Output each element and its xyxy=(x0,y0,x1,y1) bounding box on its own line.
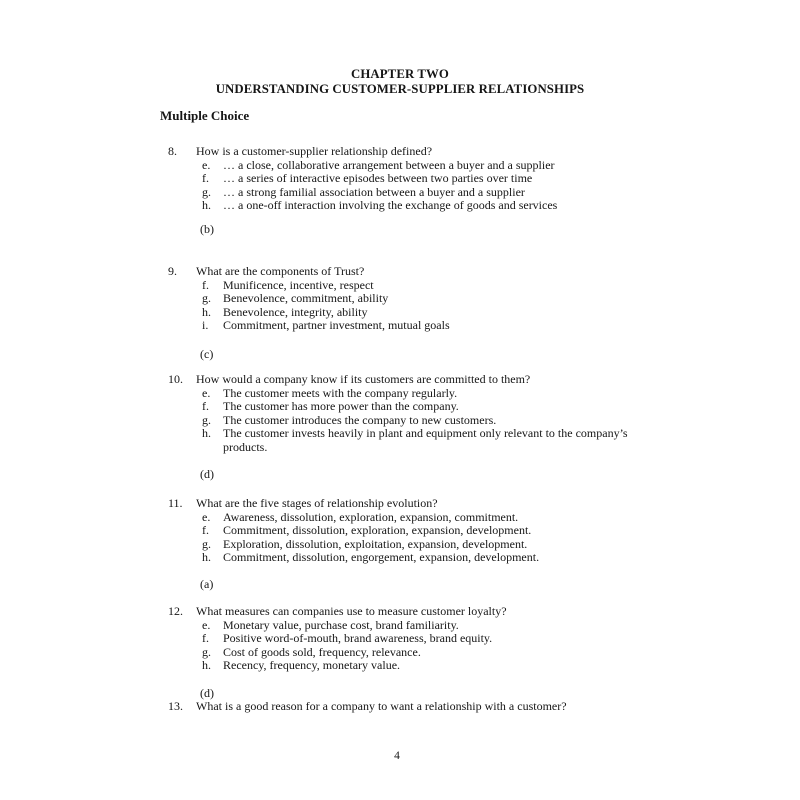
option-text: The customer invests heavily in plant and equipment only relevant to the company’s products. xyxy=(223,426,628,454)
question-block-12 xyxy=(168,605,660,673)
option-row xyxy=(202,551,660,565)
option-row xyxy=(202,292,660,306)
answer-key: (b) xyxy=(200,222,214,236)
option-row xyxy=(202,400,660,414)
chapter-heading xyxy=(0,67,800,97)
option-letter: f. xyxy=(202,277,209,292)
option-text: Commitment, dissolution, engorgement, expansion, development. xyxy=(223,550,540,565)
answer-key: (d) xyxy=(200,467,214,481)
option-letter: i. xyxy=(202,318,209,333)
option-row xyxy=(202,279,660,293)
option-text: Exploration, dissolution, exploitation, expansion, development. xyxy=(223,536,528,551)
option-row xyxy=(202,319,660,333)
chapter-title: CHAPTER TWO xyxy=(351,67,449,81)
option-letter: h. xyxy=(202,550,211,565)
page-number: 4 xyxy=(394,750,400,762)
question-number: 9. xyxy=(168,264,177,278)
question-number: 8. xyxy=(168,144,177,158)
option-text: … a series of interactive episodes between two parties over time xyxy=(223,171,533,186)
option-text: Positive word-of-mouth, brand awareness, brand equity. xyxy=(223,631,493,646)
option-row xyxy=(202,524,660,538)
option-letter: h. xyxy=(202,198,211,213)
option-letter: h. xyxy=(202,304,211,319)
answer-key: (a) xyxy=(200,577,214,591)
option-row xyxy=(202,172,660,186)
option-letter: h. xyxy=(202,426,211,441)
option-text: Recency, frequency, monetary value. xyxy=(223,658,401,673)
option-letter: e. xyxy=(202,617,211,632)
option-row xyxy=(202,632,660,646)
answer-key: (c) xyxy=(200,347,214,361)
chapter-subtitle: UNDERSTANDING CUSTOMER-SUPPLIER RELATIONSHIPS xyxy=(215,82,585,96)
option-row xyxy=(202,659,660,673)
option-text: … a close, collaborative arrangement between a buyer and a supplier xyxy=(223,157,555,172)
option-letter: f. xyxy=(202,523,209,538)
question-text: How is a customer-supplier relationship defined? xyxy=(196,144,433,158)
option-text: Monetary value, purchase cost, brand familiarity. xyxy=(223,617,459,632)
option-text: Commitment, dissolution, exploration, expansion, development. xyxy=(223,523,532,538)
option-letter: g. xyxy=(202,184,211,199)
option-letter: e. xyxy=(202,157,211,172)
option-text: Munificence, incentive, respect xyxy=(223,277,374,292)
question-text: How would a company know if its customers are committed to them? xyxy=(196,372,531,386)
section-heading: Multiple Choice xyxy=(160,108,250,123)
question-number: 12. xyxy=(168,604,183,618)
option-letter: e. xyxy=(202,509,211,524)
question-text: What is a good reason for a company to want a relationship with a customer? xyxy=(196,699,567,713)
option-text: The customer has more power than the company. xyxy=(223,399,459,414)
option-text: Benevolence, commitment, ability xyxy=(223,291,389,306)
option-row xyxy=(202,538,660,552)
question-block-8 xyxy=(168,145,660,213)
option-letter: g. xyxy=(202,644,211,659)
question-block-9 xyxy=(168,265,660,333)
question-number: 13. xyxy=(168,699,183,713)
option-letter: f. xyxy=(202,171,209,186)
answer-key: (d) xyxy=(200,686,214,700)
option-text: Benevolence, integrity, ability xyxy=(223,304,368,319)
question-block-11 xyxy=(168,497,660,565)
option-row xyxy=(202,387,660,401)
option-letter: f. xyxy=(202,631,209,646)
question-number: 10. xyxy=(168,372,183,386)
option-row xyxy=(202,306,660,320)
option-text: The customer introduces the company to new customers. xyxy=(223,412,497,427)
question-block-10 xyxy=(168,373,660,455)
option-text: Commitment, partner investment, mutual goals xyxy=(223,318,450,333)
option-letter: h. xyxy=(202,658,211,673)
option-text: Awareness, dissolution, exploration, expansion, commitment. xyxy=(223,509,519,524)
option-letter: g. xyxy=(202,536,211,551)
option-row xyxy=(202,159,660,173)
option-text: … a one-off interaction involving the exchange of goods and services xyxy=(223,198,558,213)
option-row xyxy=(202,427,660,454)
option-letter: f. xyxy=(202,399,209,414)
option-text: … a strong familial association between a buyer and a supplier xyxy=(223,184,525,199)
option-text: The customer meets with the company regularly. xyxy=(223,385,458,400)
option-row xyxy=(202,511,660,525)
question-text: What are the five stages of relationship evolution? xyxy=(196,496,438,510)
option-row xyxy=(202,199,660,213)
option-letter: e. xyxy=(202,385,211,400)
option-row xyxy=(202,619,660,633)
option-row xyxy=(202,186,660,200)
option-row xyxy=(202,646,660,660)
question-number: 11. xyxy=(168,496,183,510)
option-row xyxy=(202,414,660,428)
question-text: What are the components of Trust? xyxy=(196,264,365,278)
question-text: What measures can companies use to measure customer loyalty? xyxy=(196,604,507,618)
question-block-13 xyxy=(168,700,660,714)
option-letter: g. xyxy=(202,291,211,306)
option-text: Cost of goods sold, frequency, relevance. xyxy=(223,644,421,659)
option-letter: g. xyxy=(202,412,211,427)
